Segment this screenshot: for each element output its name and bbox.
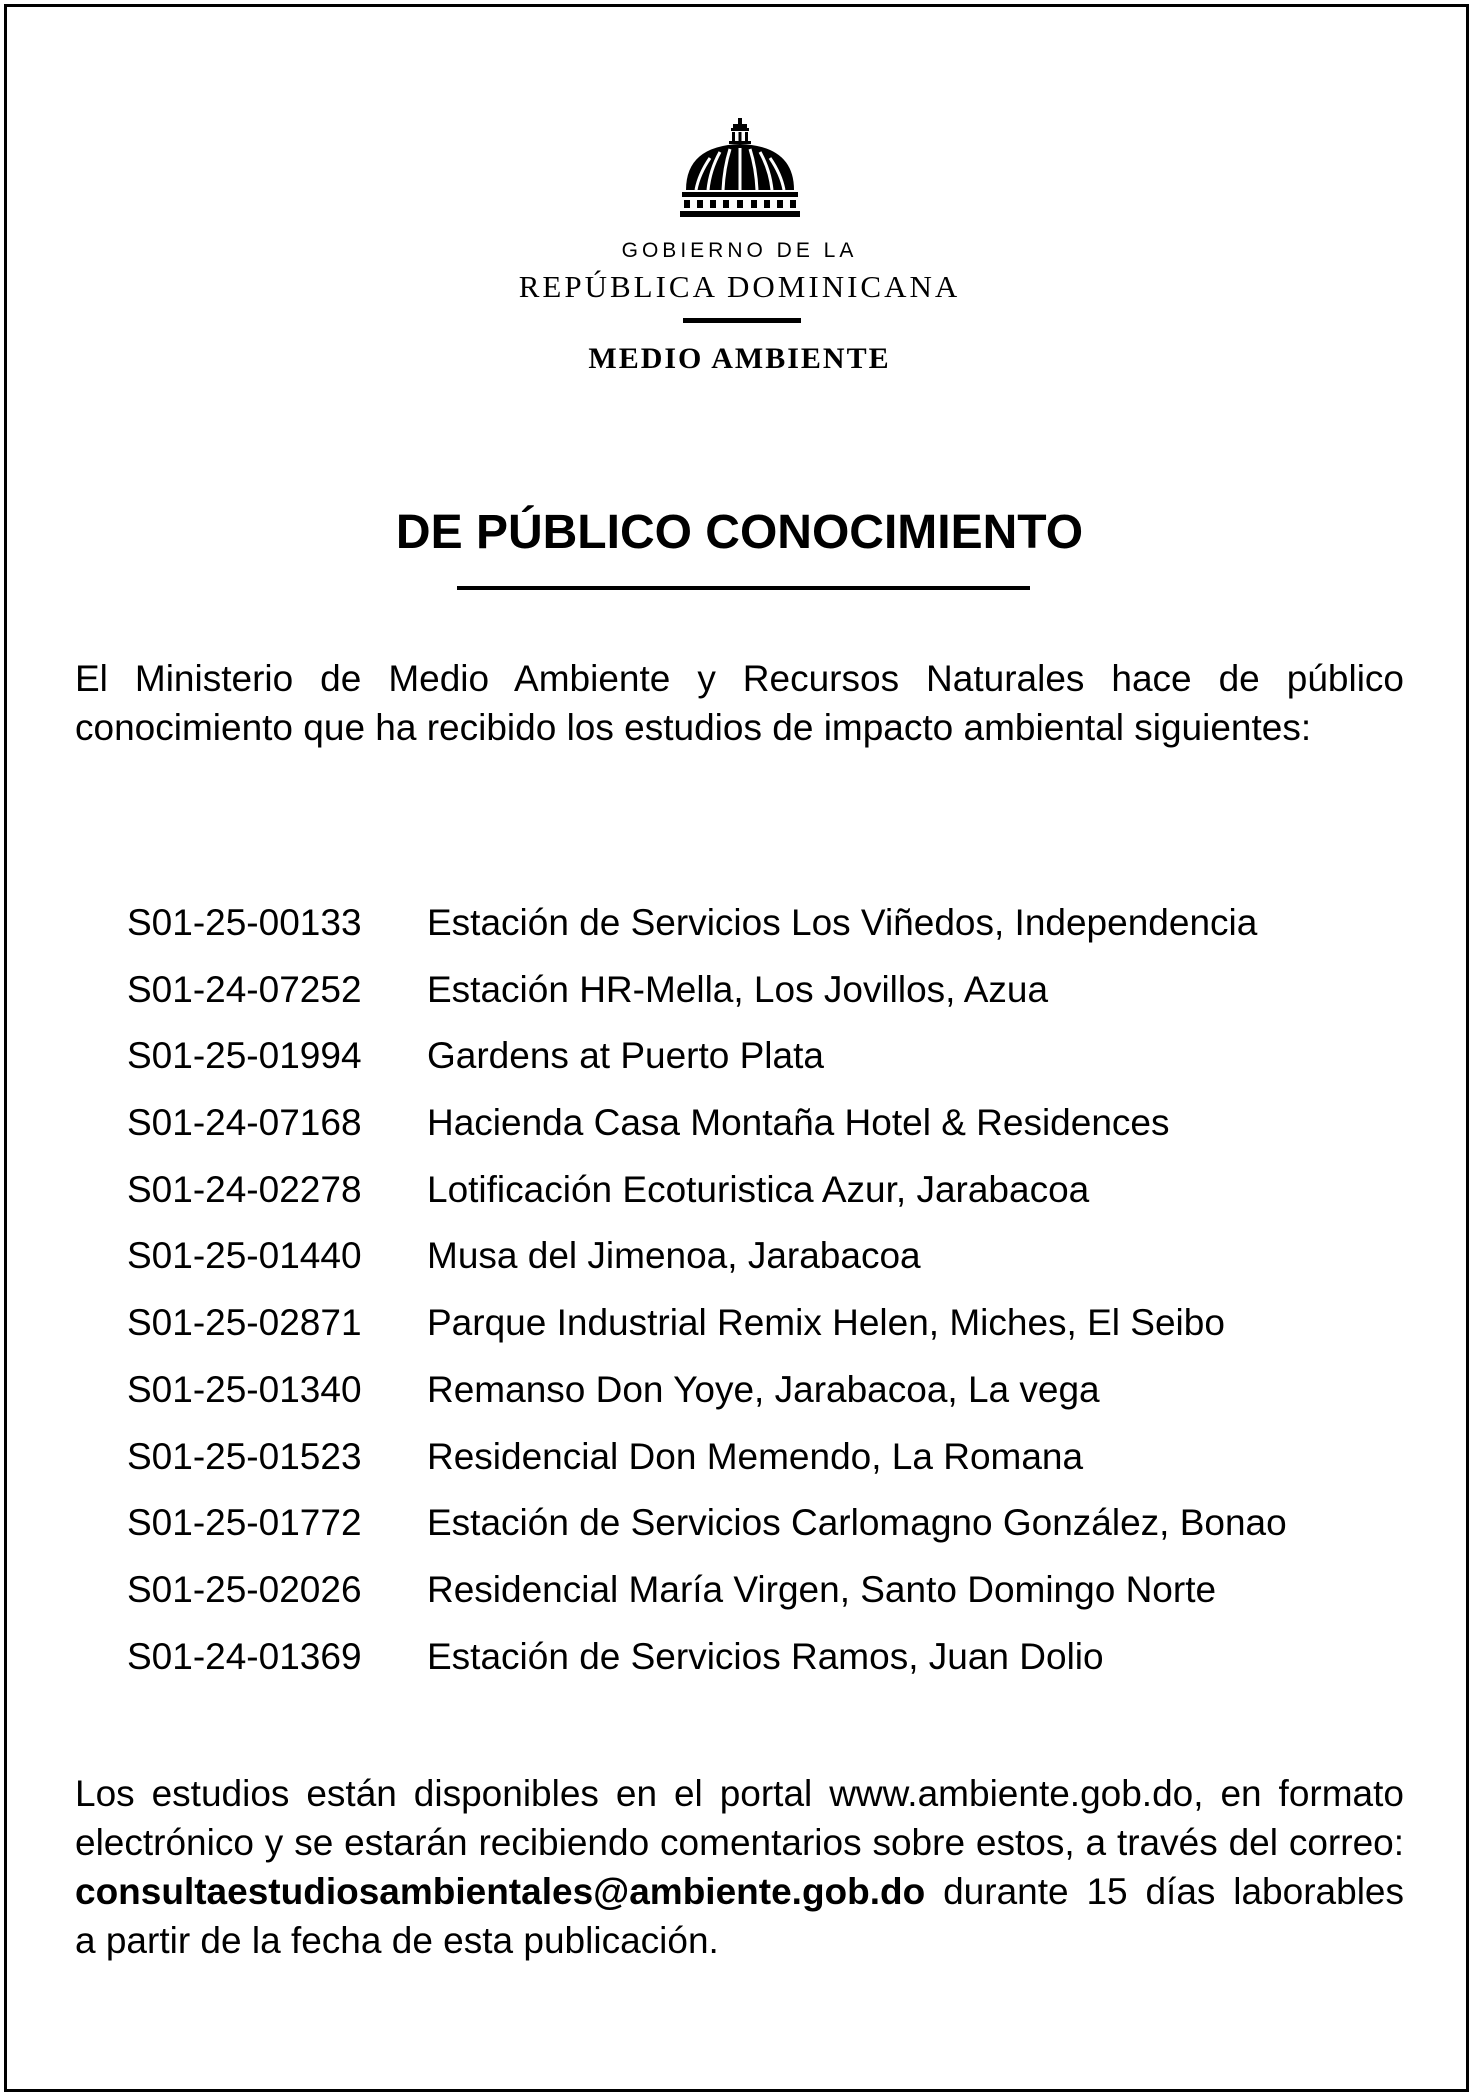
- study-code: S01-24-01369: [127, 1635, 362, 1677]
- study-name: Residencial Don Memendo, La Romana: [427, 1435, 1084, 1477]
- study-name: Residencial María Virgen, Santo Domingo Norte: [427, 1568, 1217, 1610]
- study-code: S01-25-01340: [127, 1368, 362, 1410]
- study-code: S01-25-02871: [127, 1302, 362, 1344]
- closing-text-after: durante 15 días laborables a partir de la fecha de esta publicación.: [75, 1871, 1404, 1961]
- study-name: Estación de Servicios Los Viñedos, Independencia: [427, 902, 1258, 943]
- study-code: S01-24-07252: [127, 968, 362, 1010]
- page-title: DE PÚBLICO CONOCIMIENTO: [395, 506, 1084, 559]
- study-code: S01-24-07168: [127, 1102, 362, 1144]
- list-item: [127, 1228, 1427, 1295]
- study-name: Lotificación Ecoturistica Azur, Jarabacoa: [427, 1168, 1090, 1210]
- study-name: Estación de Servicios Carlomagno González, Bonao: [427, 1502, 1287, 1544]
- list-item: [127, 895, 1427, 962]
- list-item: [127, 962, 1427, 1029]
- list-item: [127, 1028, 1427, 1095]
- intro-paragraph: El Ministerio de Medio Ambiente y Recursos Naturales hace de público conocimiento que ha recibido los estudios de impacto ambiental siguientes:: [75, 658, 1404, 748]
- study-name: Estación HR-Mella, Los Jovillos, Azua: [427, 968, 1049, 1010]
- logo-line-big: REPÚBLICA DOMINICANA: [518, 269, 961, 304]
- list-item: [127, 1562, 1427, 1629]
- contact-email: consultaestudiosambientales@ambiente.gob.do: [75, 1871, 926, 1912]
- study-code: S01-25-01772: [127, 1502, 362, 1544]
- list-item: [127, 1362, 1427, 1429]
- study-code: S01-24-02278: [127, 1168, 362, 1210]
- study-name: Hacienda Casa Montaña Hotel & Residences: [427, 1102, 1170, 1144]
- title-underline: [457, 586, 1030, 590]
- ministry-name: MEDIO AMBIENTE: [588, 342, 891, 375]
- study-name: Parque Industrial Remix Helen, Miches, El Seibo: [427, 1302, 1225, 1344]
- study-code: S01-25-02026: [127, 1568, 362, 1610]
- studies-list: [127, 895, 1427, 1695]
- study-code: S01-25-01523: [127, 1435, 362, 1477]
- study-name: Musa del Jimenoa, Jarabacoa: [427, 1235, 921, 1277]
- list-item: [127, 1095, 1427, 1162]
- list-item: [127, 1295, 1427, 1362]
- logo-line-small: GOBIERNO DE LA: [621, 239, 858, 262]
- study-name: Gardens at Puerto Plata: [427, 1035, 824, 1077]
- list-item: [127, 1429, 1427, 1496]
- study-name: Estación de Servicios Ramos, Juan Dolio: [427, 1635, 1104, 1677]
- list-item: [127, 1629, 1427, 1696]
- study-code: S01-25-01440: [127, 1235, 362, 1277]
- study-name: Remanso Don Yoye, Jarabacoa, La vega: [427, 1368, 1100, 1410]
- government-dome-icon: [680, 118, 800, 222]
- study-code: S01-25-00133: [127, 902, 362, 943]
- list-item: [127, 1495, 1427, 1562]
- logo-divider: [683, 318, 801, 323]
- list-item: [127, 1162, 1427, 1229]
- government-logo: [0, 118, 1479, 222]
- closing-text-before: Los estudios están disponibles en el portal www.ambiente.gob.do, en formato electrónico y se estarán recibiendo comentarios sobre estos, a través del correo:: [75, 1773, 1404, 1863]
- closing-paragraph: [75, 1769, 1404, 1965]
- study-code: S01-25-01994: [127, 1035, 362, 1077]
